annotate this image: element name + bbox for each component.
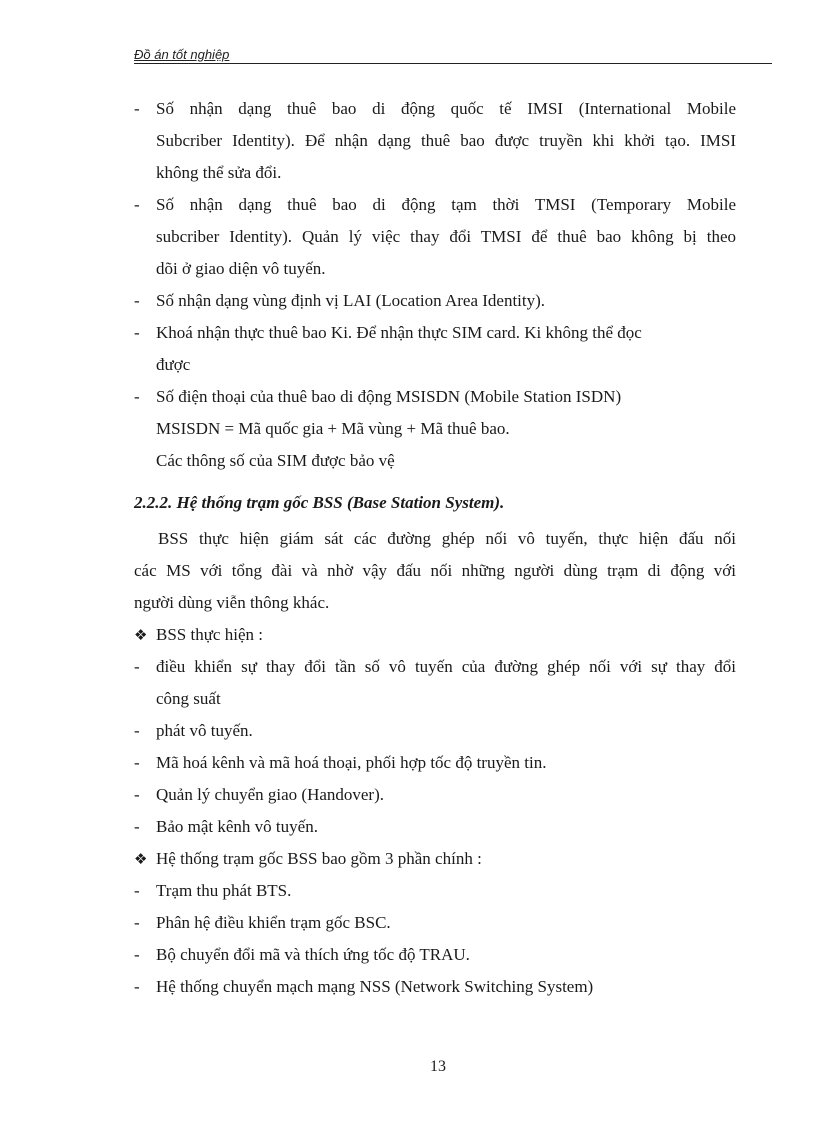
- list-item-line: dõi ở giao diện vô tuyến.: [156, 259, 326, 278]
- list-item: [134, 381, 736, 477]
- list-item-line: không thể sửa đổi.: [156, 163, 282, 182]
- list-item: - Bảo mật kênh vô tuyến.: [134, 811, 736, 843]
- dash-icon: -: [134, 881, 140, 900]
- list-item-line: công suất: [156, 689, 221, 708]
- list-item-line: - điều khiển sự thay đổi tần số vô tuyến của đường ghép nối với sự thay đổi: [134, 651, 736, 683]
- page-number: 13: [430, 1058, 446, 1075]
- dash-icon: -: [134, 977, 140, 996]
- dash-icon: -: [134, 291, 140, 310]
- dash-icon: -: [134, 195, 140, 214]
- list-item: [134, 317, 736, 381]
- page-content: [134, 93, 736, 1003]
- paragraph-line: BSS thực hiện giám sát các đường ghép nối vô tuyến, thực hiện đấu nối: [158, 529, 736, 548]
- list-item-line: Subcriber Identity). Để nhận dạng thuê bao được truyền khi khởi tạo. IMSI: [156, 131, 736, 150]
- list-item: - Bộ chuyển đổi mã và thích ứng tốc độ TRAU.: [134, 939, 736, 971]
- diamond-star-icon: ❖: [134, 626, 148, 644]
- page-header: [134, 49, 772, 64]
- dash-icon: -: [134, 387, 140, 406]
- list-item: - Trạm thu phát BTS.: [134, 875, 736, 907]
- dash-icon: -: [134, 99, 140, 118]
- list-item: [134, 285, 736, 317]
- paragraph: [134, 523, 736, 619]
- dash-icon: -: [134, 657, 140, 676]
- list-item-line: được: [156, 355, 191, 374]
- list-item: [134, 189, 736, 285]
- diamond-star-icon: ❖: [134, 850, 148, 868]
- list-item: - Hệ thống chuyển mạch mạng NSS (Network Switching System): [134, 971, 736, 1003]
- header-title: Đồ án tốt nghiệp: [134, 47, 230, 62]
- list-item: - Quản lý chuyển giao (Handover).: [134, 779, 736, 811]
- paragraph-line: người dùng viễn thông khác.: [134, 593, 330, 612]
- list-item-line: - Số nhận dạng thuê bao di động tạm thời TMSI (Temporary Mobile: [134, 189, 736, 221]
- list-item: - phát vô tuyến.: [134, 715, 736, 747]
- group-title: ❖ Hệ thống trạm gốc BSS bao gồm 3 phần chính :: [134, 843, 736, 875]
- dash-icon: -: [134, 721, 140, 740]
- section-heading: 2.2.2. Hệ thống trạm gốc BSS (Base Station System).: [134, 493, 505, 512]
- group-title: ❖ BSS thực hiện :: [134, 619, 736, 651]
- list-item-line: - Khoá nhận thực thuê bao Ki. Để nhận thực SIM card. Ki không thể đọc: [134, 317, 736, 349]
- list-item-line: MSISDN = Mã quốc gia + Mã vùng + Mã thuê bao.: [156, 419, 510, 438]
- dash-icon: -: [134, 323, 140, 342]
- list-item-line: - Số nhận dạng thuê bao di động quốc tế IMSI (International Mobile: [134, 93, 736, 125]
- dash-icon: -: [134, 945, 140, 964]
- dash-icon: -: [134, 817, 140, 836]
- list-item: [134, 93, 736, 189]
- list-item-line: - Số nhận dạng vùng định vị LAI (Location Area Identity).: [134, 285, 736, 317]
- dash-icon: -: [134, 913, 140, 932]
- list-item: - Mã hoá kênh và mã hoá thoại, phối hợp tốc độ truyền tin.: [134, 747, 736, 779]
- list-item: [134, 651, 736, 715]
- list-item: - Phân hệ điều khiển trạm gốc BSC.: [134, 907, 736, 939]
- paragraph-line: các MS với tổng đài và nhờ vậy đấu nối những người dùng trạm di động với: [134, 561, 736, 580]
- dash-icon: -: [134, 753, 140, 772]
- list-item-line: subcriber Identity). Quản lý việc thay đổi TMSI để thuê bao không bị theo: [156, 227, 736, 246]
- dash-icon: -: [134, 785, 140, 804]
- list-item-line: Các thông số của SIM được bảo vệ: [156, 451, 395, 470]
- list-item-line: - Số điện thoại của thuê bao di động MSISDN (Mobile Station ISDN): [134, 381, 736, 413]
